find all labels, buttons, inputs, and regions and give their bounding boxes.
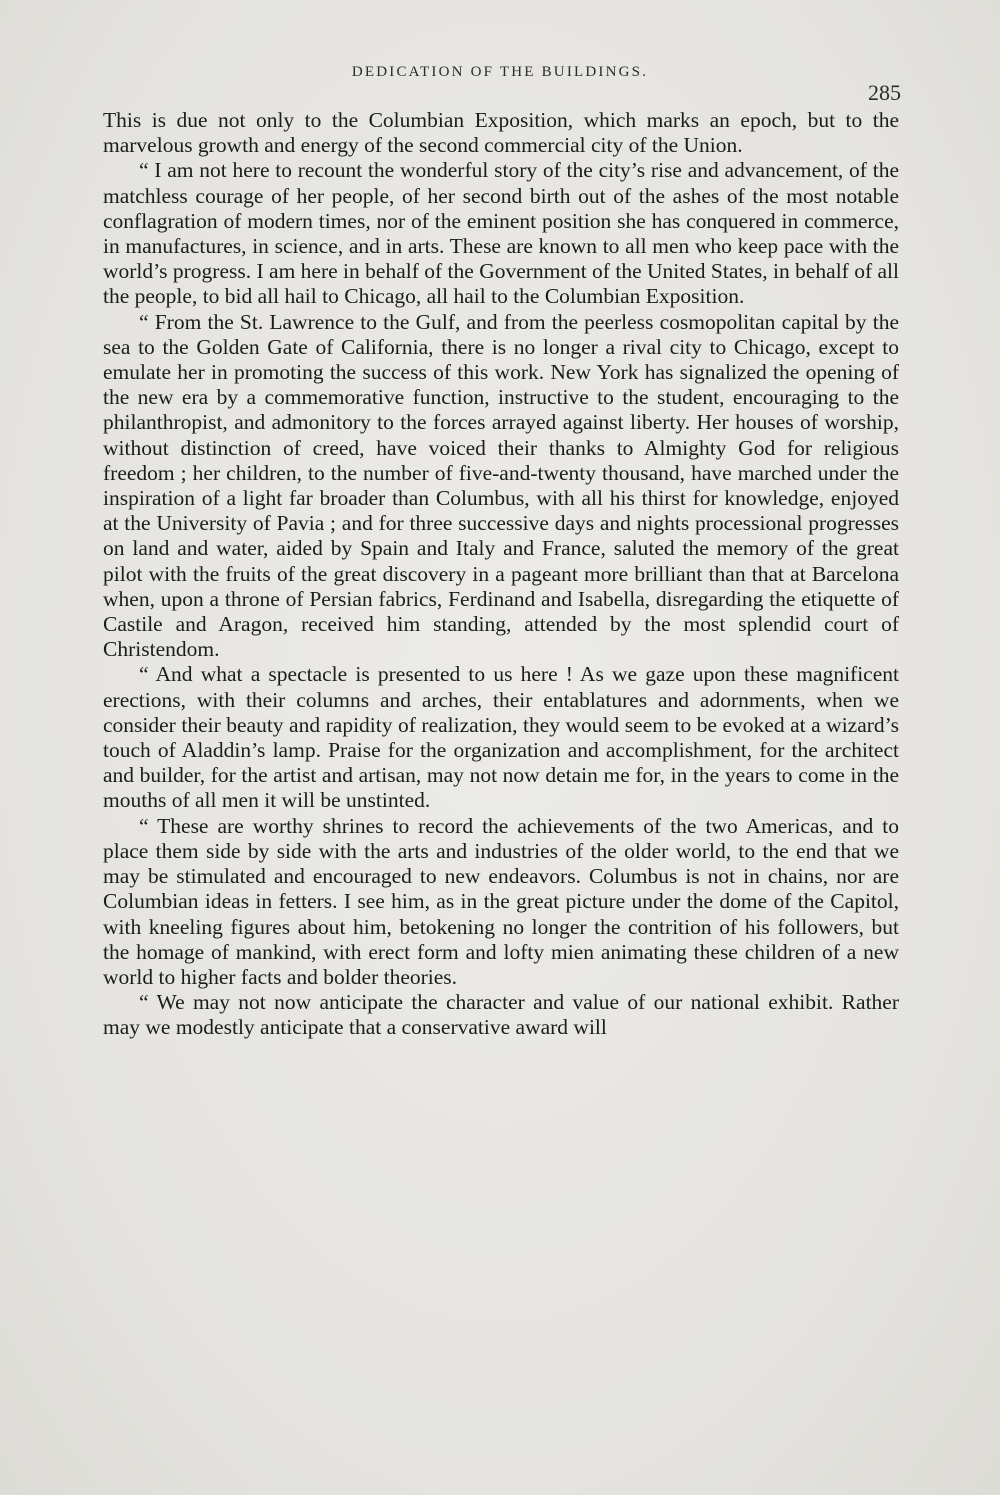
paragraph: “ From the St. Lawrence to the Gulf, and from the peerless cosmopolitan capital by the sea to the Golden Gate of California, there is no longer a rival city to Chicago, except to emulate her in promoting the success of this work. New York has signalized the opening of the new era by a commemorative function, instructive to the student, encouraging to the philanthropist, and admonitory to the forces arrayed against liberty. Her houses of worship, without distinction of creed, have voiced their thanks to Almighty God for religious freedom ; her children, to the number of five-and-twenty thousand, have marched under the inspiration of a light far broader than Columbus, with all his thirst for knowledge, enjoyed at the University of Pavia ; and for three successive days and nights processional progresses on land and water, aided by Spain and Italy and France, saluted the memory of the great pilot with the fruits of the great discovery in a pageant more brilliant than that at Barcelona when, upon a throne of Persian fabrics, Ferdinand and Isabella, disregarding the etiquette of Castile and Aragon, received him standing, attended by the most splendid court of Christendom. [103, 309, 899, 662]
body-text [103, 108, 899, 1041]
page-number: 285 [868, 80, 901, 105]
paragraph: “ And what a spectacle is presented to us here ! As we gaze upon these magnificent erections, with their columns and arches, their entablatures and adornments, when we consider their beauty and rapidity of realization, they would seem to be evoked at a wizard’s touch of Aladdin’s lamp. Praise for the organization and accomplishment, for the architect and builder, for the artist and artisan, may not now detain me for, in the years to come in the mouths of all men it will be unstinted. [103, 662, 899, 813]
running-head: DEDICATION OF THE BUILDINGS. [351, 64, 649, 80]
paragraph: “ We may not now anticipate the character and value of our national exhibit. Rather may we modestly anticipate that a conservative award will [103, 990, 899, 1040]
paragraph: “ These are worthy shrines to record the achievements of the two Americas, and to place them side by side with the arts and industries of the older world, to the end that we may be stimulated and encouraged to new endeavors. Columbus is not in chains, nor are Columbian ideas in fetters. I see him, as in the great picture under the dome of the Capitol, with kneeling figures about him, betokening no longer the contrition of his followers, but the homage of mankind, with erect form and lofty mien animating these children of a new world to higher facts and bolder theories. [103, 813, 899, 989]
paragraph: “ I am not here to recount the wonderful story of the city’s rise and advancement, of the matchless courage of her people, of her second birth out of the ashes of the most notable conflagration of modern times, nor of the eminent position she has conquered in commerce, in manufactures, in science, and in arts. These are known to all men who keep pace with the world’s progress. I am here in behalf of the Government of the United States, in behalf of all the people, to bid all hail to Chicago, all hail to the Columbian Exposition. [103, 158, 899, 309]
paragraph: This is due not only to the Columbian Exposition, which marks an epoch, but to the marvelous growth and energy of the second commercial city of the Union. [103, 108, 899, 158]
